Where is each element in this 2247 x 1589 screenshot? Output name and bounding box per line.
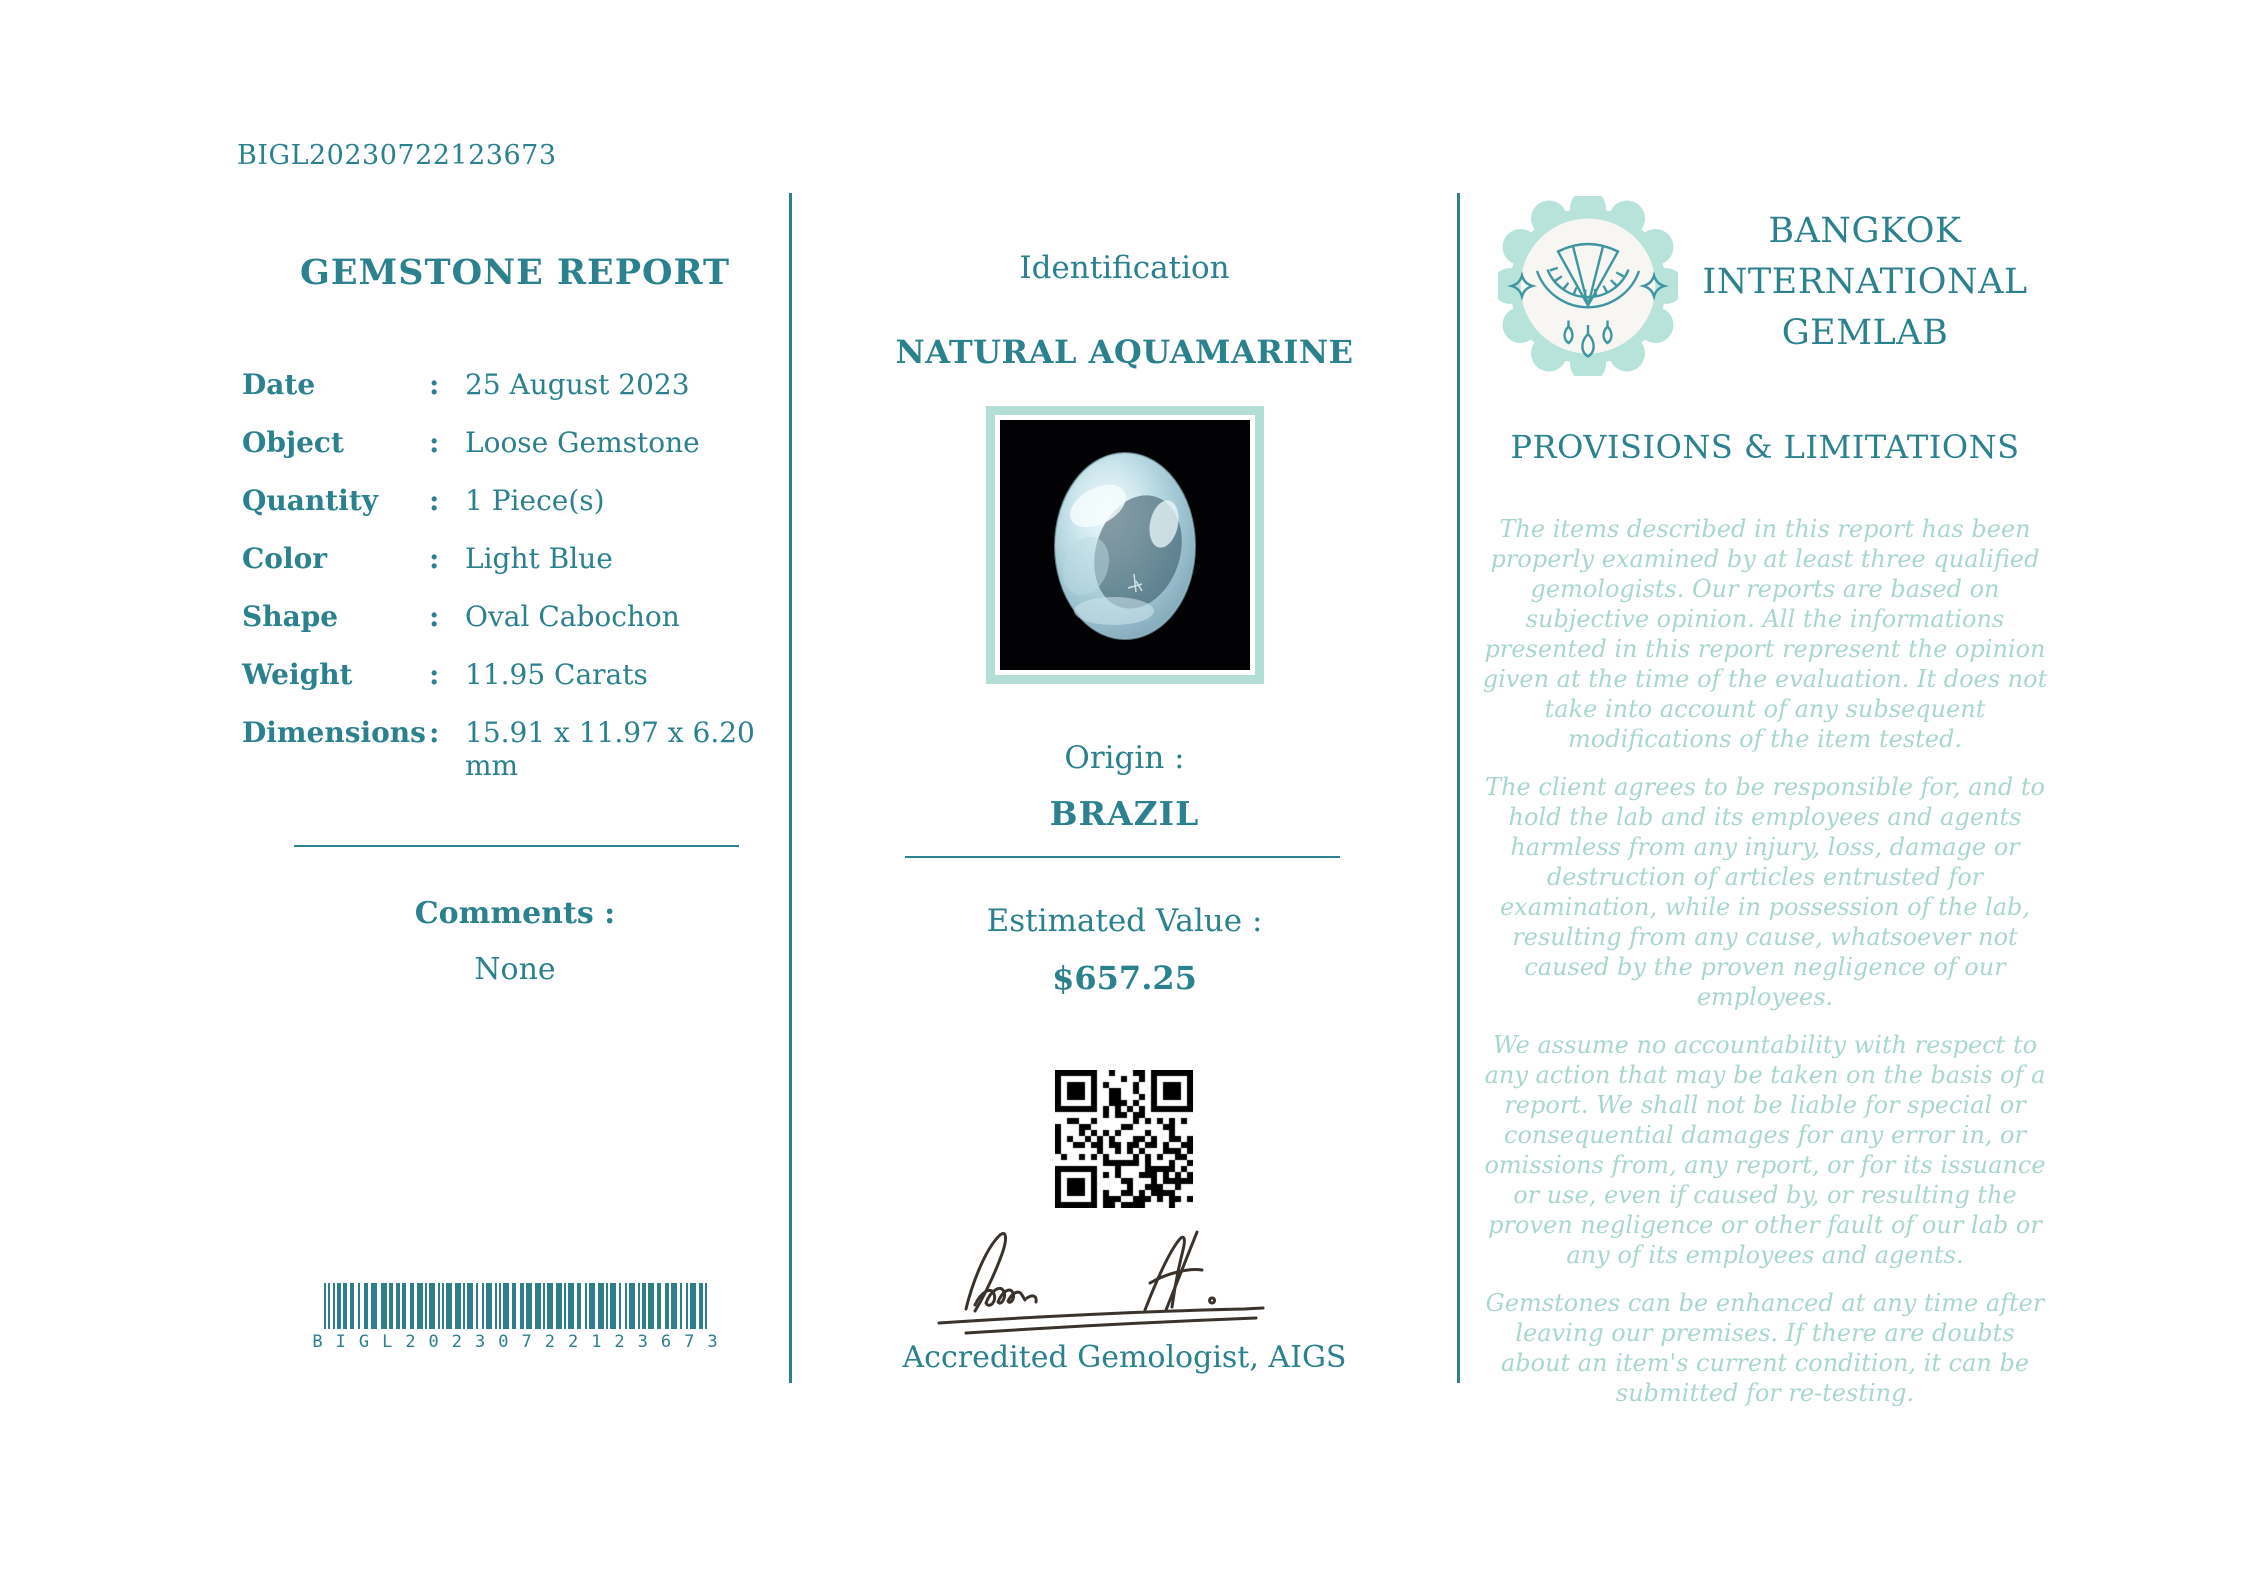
barcode-text: BIGL20230722123673 (312, 1332, 731, 1352)
provisions-paragraphs (1480, 514, 2050, 1426)
field-colon: : (429, 658, 440, 691)
identification-heading: Identification (1019, 250, 1230, 286)
field-value: 11.95 Carats (465, 658, 648, 691)
field-value: Loose Gemstone (465, 426, 700, 459)
field-label: Dimensions (242, 716, 426, 749)
provisions-paragraph: Gemstones can be enhanced at any time after leaving our premises. If there are doubts about an item's current condition, it can be submitted for re-testing. (1485, 1289, 2045, 1407)
comments-divider (294, 845, 739, 847)
field-colon: : (429, 426, 440, 459)
origin-label: Origin : (1064, 740, 1185, 776)
lab-name-line: BANGKOK (1768, 211, 1962, 251)
estimated-value-amount: $657.25 (1052, 959, 1197, 997)
field-value: Oval Cabochon (465, 600, 680, 633)
field-label: Quantity (242, 484, 379, 517)
field-colon: : (429, 368, 440, 401)
column-divider-right (1457, 193, 1460, 1383)
lab-name (1680, 206, 2050, 359)
lab-name-line: INTERNATIONAL (1702, 262, 2028, 302)
field-label: Shape (242, 600, 339, 633)
field-value: 15.91 x 11.97 x 6.20 mm (465, 716, 755, 782)
report-title: GEMSTONE REPORT (299, 252, 731, 293)
field-colon: : (429, 600, 440, 633)
signature (909, 1210, 1339, 1340)
provisions-paragraph: The client agrees to be responsible for, and to hold the lab and its employees and agents harmless from any injury, loss, damage or destruction of articles entrusted for examination, while in possession of the lab, resulting from any cause, whatsoever not caused by the proven negligence of our employees. (1485, 773, 2045, 1011)
field-value: 25 August 2023 (465, 368, 690, 401)
provisions-paragraph: The items described in this report has been properly examined by at least three qualified gemologists. Our reports are based on subjective opinion. All the informations presented in this report represent the opinion given at the time of the evaluation. It does not take into account of any subsequent modifications of the item tested. (1482, 515, 2048, 753)
estimated-value-label: Estimated Value : (986, 903, 1263, 939)
qr-code (1055, 1070, 1193, 1208)
provisions-title: PROVISIONS & LIMITATIONS (1510, 428, 2020, 466)
barcode-bars (240, 1283, 790, 1329)
field-value: 1 Piece(s) (465, 484, 605, 517)
field-label: Color (242, 542, 328, 575)
report-details-section (240, 0, 790, 1589)
lab-logo (1498, 196, 1678, 376)
field-label: Date (242, 368, 316, 401)
origin-value: BRAZIL (1049, 794, 1200, 833)
comments-value: None (474, 952, 556, 987)
comments-label: Comments : (414, 896, 616, 931)
report-number: BIGL20230722123673 (237, 140, 557, 171)
field-colon: : (429, 716, 440, 749)
gem-photo (986, 406, 1264, 684)
field-colon: : (429, 484, 440, 517)
lab-provisions-section (1480, 0, 2050, 1589)
field-value: Light Blue (465, 542, 613, 575)
field-label: Weight (242, 658, 353, 691)
origin-divider (905, 856, 1340, 858)
field-label: Object (242, 426, 344, 459)
field-colon: : (429, 542, 440, 575)
signatory-title: Accredited Gemologist, AIGS (902, 1340, 1347, 1375)
lab-name-line: GEMLAB (1781, 313, 1949, 353)
report-fields-table (242, 368, 790, 782)
barcode (240, 1283, 790, 1352)
identification-section (792, 0, 1457, 1589)
gem-name: NATURAL AQUAMARINE (895, 333, 1354, 371)
provisions-paragraph: We assume no accountability with respect to any action that may be taken on the basis of a report. We shall not be liable for special or consequential damages for any error in, or omissions from, any report, or for its issuance or use, even if caused by, or resulting the proven negligence or other fault of our lab or any of its employees and agents. (1484, 1031, 2046, 1269)
